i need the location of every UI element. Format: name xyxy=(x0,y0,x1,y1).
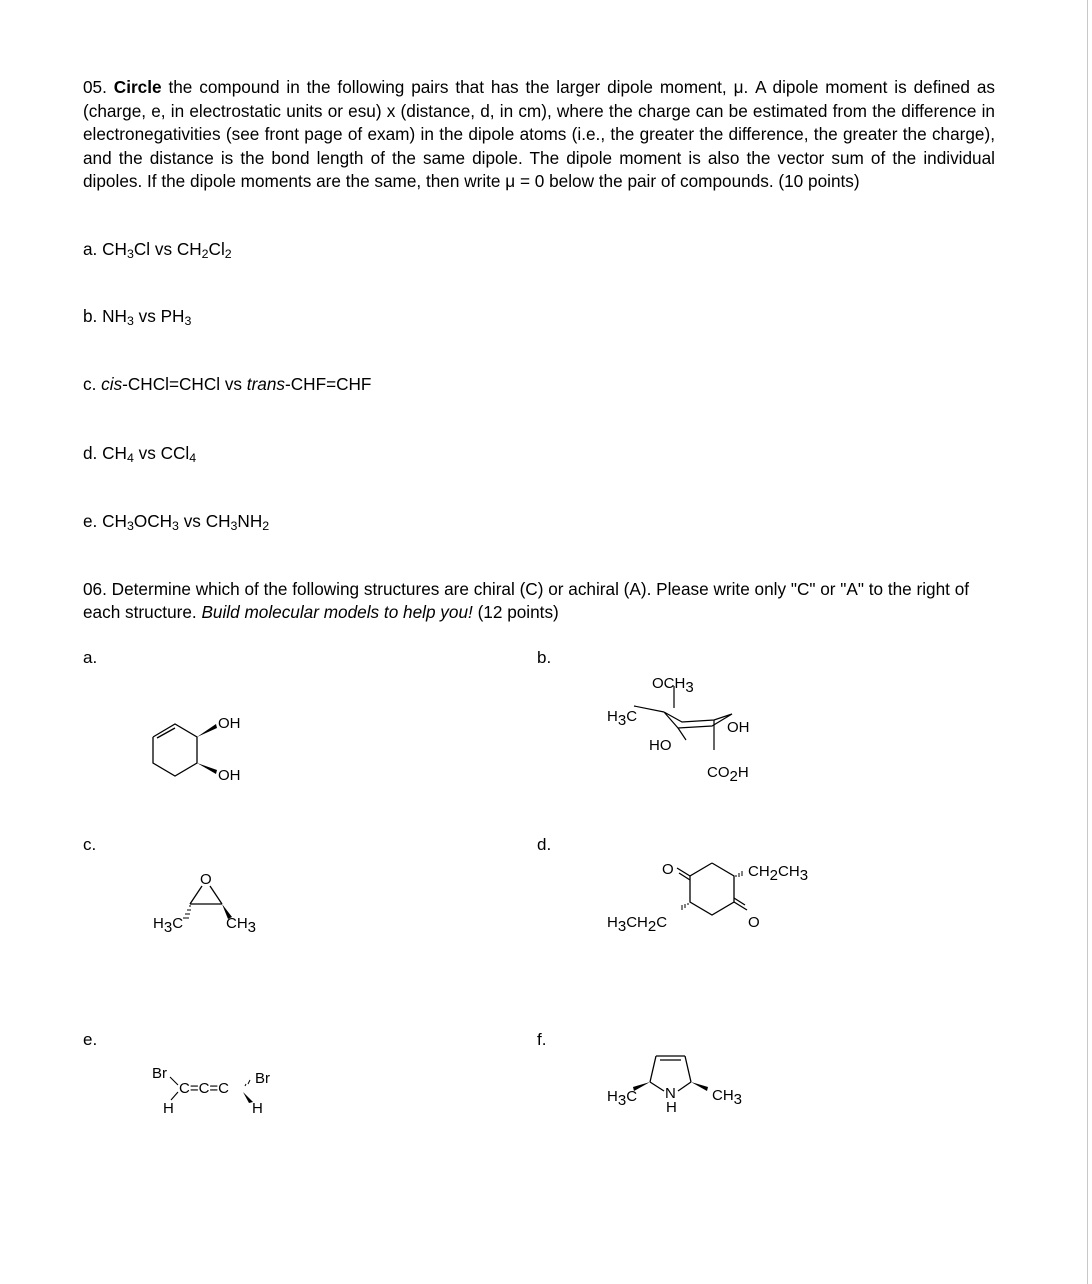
structure-label-f: f. xyxy=(537,1030,547,1049)
circle-instruction: Circle xyxy=(113,77,162,97)
svg-text:H: H xyxy=(666,1099,677,1116)
structure-label-a: a. xyxy=(83,648,98,667)
svg-text:CH2CH3: CH2CH3 xyxy=(748,863,809,884)
structure-label-c: c. xyxy=(83,835,97,854)
svg-text:H3C: H3C xyxy=(607,1088,638,1109)
svg-text:Br: Br xyxy=(255,1070,270,1087)
q05-item-e: e. $CH_3OCH_3$ vs $CH_3NH_2$ xyxy=(83,511,270,534)
svg-text:H: H xyxy=(252,1100,263,1117)
svg-text:H3C: H3C xyxy=(607,708,638,729)
structure-label-e: e. xyxy=(83,1030,98,1049)
structure-f-dihydropyrrole xyxy=(600,1045,770,1125)
q05-item-c: c. cis-CHCl=CHCl vs trans-CHF=CHF xyxy=(83,374,372,394)
question-05-text: 05. Circle the compound in the following pairs that has the larger dipole moment, μ. A dipole moment is defined as (charge, e, in electrostatic units or esu) x (distance, d, in cm), where the charge can be estimated from the difference in electronegativities (see front page of exam) in the dipole atoms (i.e., the greater the difference, the greater the charge), and the distance is the bond length of the same dipole. The dipole moment is also the vector sum of the individual dipoles. If the dipole moments are the same, then write μ = 0 below the pair of compounds. (10 points) xyxy=(83,77,995,191)
structure-a-cyclohexene-diol xyxy=(140,700,280,790)
svg-text:OH: OH xyxy=(218,715,241,732)
structure-e-allene xyxy=(145,1060,285,1130)
svg-text:OH: OH xyxy=(727,719,750,736)
structure-b-substituted-cyclohexane xyxy=(600,668,780,788)
structure-c-epoxide xyxy=(150,862,280,942)
q05-item-b: b. $NH_3$ vs $PH_3$ xyxy=(83,306,192,329)
svg-text:CH3: CH3 xyxy=(226,915,257,936)
structure-d-cyclohexanedione xyxy=(600,850,840,945)
svg-text:H: H xyxy=(163,1100,174,1117)
q05-item-a: a. $CH_3Cl$ vs $CH_2Cl_2$ xyxy=(83,239,232,262)
models-hint: Build molecular models to help you! xyxy=(201,602,473,622)
structure-label-b: b. xyxy=(537,648,552,667)
svg-text:HO: HO xyxy=(649,737,672,754)
page-edge xyxy=(1087,0,1088,1284)
svg-text:C=C=C: C=C=C xyxy=(179,1080,230,1097)
svg-text:OH: OH xyxy=(218,767,241,784)
svg-text:CH3: CH3 xyxy=(712,1087,743,1108)
q05-item-d: d. $CH_4$ vs CCl$_4$ xyxy=(83,443,197,466)
svg-text:O: O xyxy=(200,871,212,888)
svg-text:N: N xyxy=(665,1085,676,1102)
question-06-text: 06. Determine which of the following structures are chiral (C) or achiral (A). Please write only "C" or "A" to the right of each structure. Build molecular models to help you! (12 points) xyxy=(83,579,970,622)
svg-text:Br: Br xyxy=(152,1065,167,1082)
svg-text:H3CH2C: H3CH2C xyxy=(607,914,668,935)
svg-text:O: O xyxy=(748,914,760,931)
svg-text:O: O xyxy=(662,861,674,878)
svg-text:OCH3: OCH3 xyxy=(652,675,694,696)
svg-text:CO2H: CO2H xyxy=(707,764,749,785)
structure-label-d: d. xyxy=(537,835,552,854)
svg-text:H3C: H3C xyxy=(153,915,184,936)
